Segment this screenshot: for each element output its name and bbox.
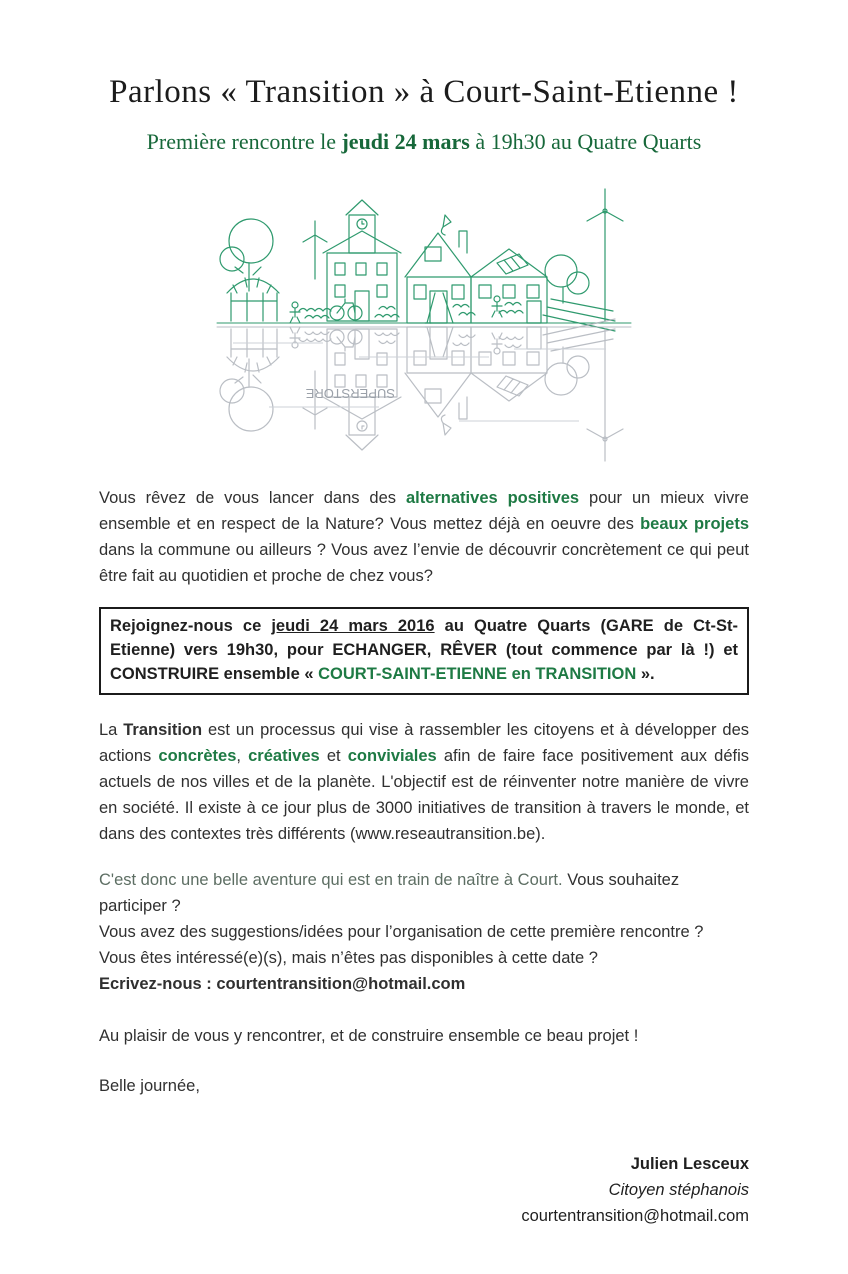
about-text-3: , <box>236 747 249 765</box>
water-ripples <box>233 343 606 421</box>
questions-line-2: Vous avez des suggestions/idées pour l’organisation de cette première rencontre ? <box>99 923 704 941</box>
keyword-transition: Transition <box>123 721 203 739</box>
callout-text-1: Rejoignez-nous ce <box>110 617 272 635</box>
callout-date-underlined: jeudi 24 mars 2016 <box>271 617 435 635</box>
question-participate: Vous souhaitez participer ? <box>99 871 680 915</box>
closing-line-2: Belle journée, <box>99 1077 200 1095</box>
closing-line-1: Au plaisir de vous y rencontrer, et de construire ensemble ce beau projet ! <box>99 1027 639 1045</box>
signature-email: courtentransition@hotmail.com <box>521 1207 749 1225</box>
keyword-alternatives-positives: alternatives positives <box>405 489 580 507</box>
questions-line-1 <box>99 867 749 919</box>
superstore-sign-text: SUPERSTORE <box>305 386 395 401</box>
signature-block <box>99 1151 749 1229</box>
callout-text-3: ». <box>636 665 655 683</box>
intro-text-1: Vous rêvez de vous lancer dans des <box>99 489 406 507</box>
keyword-conviviales: conviviales <box>347 747 437 765</box>
village-reflection-art <box>217 319 631 461</box>
questions-line-3: Vous êtes intéressé(e)(s), mais n’êtes pas disponibles à cette date ? <box>99 949 598 967</box>
about-text-1: La <box>99 721 124 739</box>
callout-text-2: au Quatre Quarts (GARE de Ct-St-Etienne) vers 19h30, pour ECHANGER, RÊVER (tout commence par là !) et CONSTRUIRE ensemble « <box>110 617 738 683</box>
invitation-callout-box <box>99 607 749 695</box>
transition-village-illustration <box>209 181 639 471</box>
contact-email-line: Ecrivez-nous : courtentransition@hotmail.com <box>99 975 466 993</box>
subtitle-date: jeudi 24 mars <box>341 129 470 154</box>
subtitle-prefix: Première rencontre le <box>146 129 342 154</box>
page-subtitle <box>99 129 749 155</box>
page-title: Parlons « Transition » à Court-Saint-Etienne ! <box>109 74 739 110</box>
document-page <box>99 74 749 1229</box>
questions-block <box>99 867 749 997</box>
village-reflection-drawing <box>209 181 639 471</box>
intro-paragraph <box>99 485 749 589</box>
about-text-4: et <box>319 747 348 765</box>
muted-sentence: C'est donc une belle aventure qui est en train de naître à Court. <box>99 871 563 889</box>
signature-role: Citoyen stéphanois <box>608 1181 749 1199</box>
signature-name: Julien Lesceux <box>630 1155 749 1173</box>
subtitle-suffix: à 19h30 au Quatre Quarts <box>469 129 702 154</box>
intro-text-3: dans la commune ou ailleurs ? Vous avez l’envie de découvrir concrètement ce qui peut être fait au quotidien et proche de chez vous? <box>99 541 749 585</box>
keyword-beaux-projets: beaux projets <box>640 515 749 533</box>
keyword-creatives: créatives <box>248 747 320 765</box>
about-transition-paragraph <box>99 717 749 847</box>
keyword-concretes: concrètes <box>158 747 237 765</box>
about-text-2: est un processus qui vise à rassembler les citoyens et à développer des actions <box>99 721 749 765</box>
village-upright-art <box>217 189 631 331</box>
callout-initiative-name: COURT-SAINT-ETIENNE en TRANSITION <box>318 665 637 683</box>
intro-text-2: pour un mieux vivre ensemble et en respect de la Nature? Vous mettez déjà en oeuvre des <box>99 489 749 533</box>
about-text-5: afin de faire face positivement aux défis actuels de nos villes et de la planète. L'objectif est de réinventer notre manière de vivre en société. Il existe à ce jour plus de 3000 initiatives de transition à travers le monde, et dans des contextes très différents (www.reseautransition.be). <box>99 747 750 843</box>
